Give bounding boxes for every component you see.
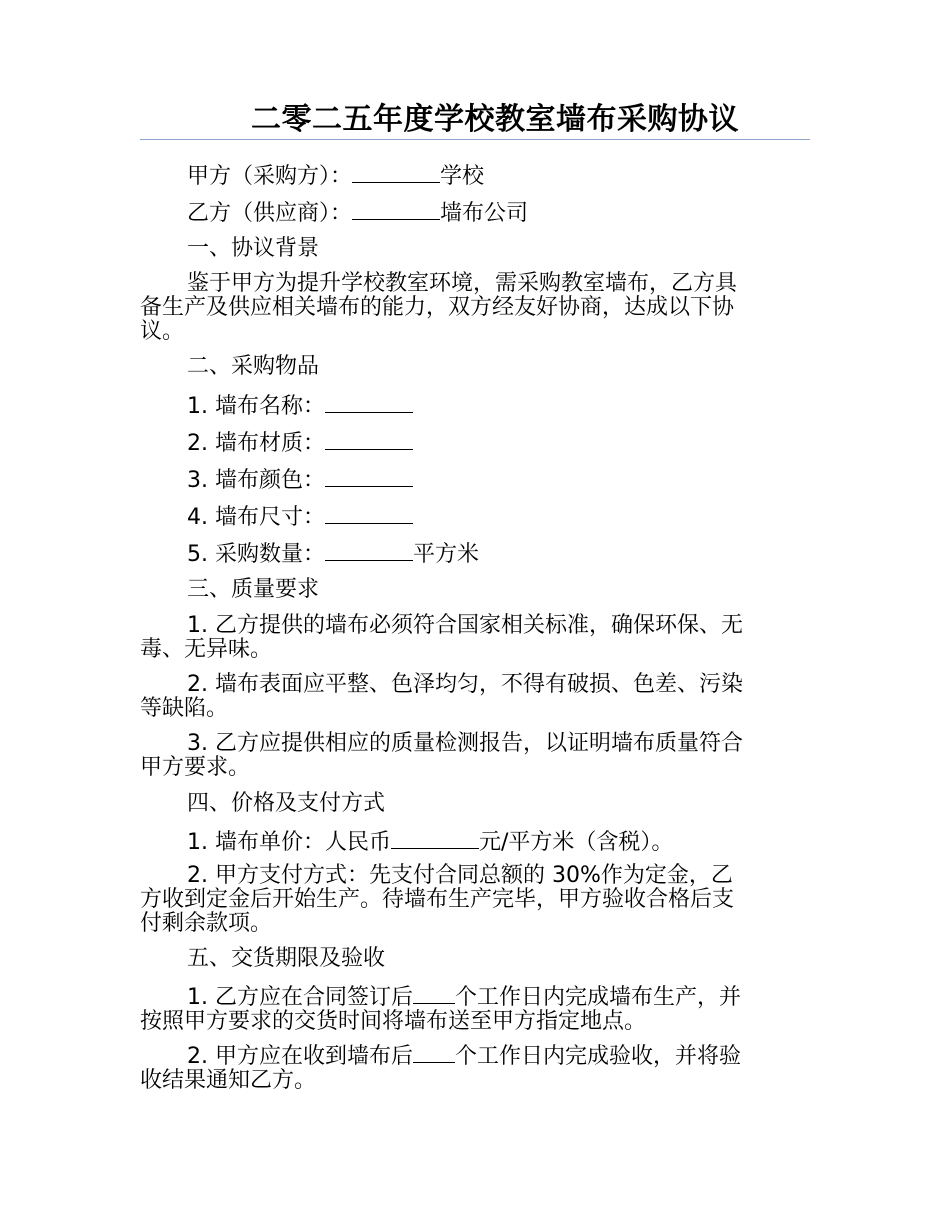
party-b-label: 乙方（供应商）： [187, 201, 353, 226]
item-blank [325, 392, 413, 413]
item-line [140, 503, 810, 531]
price-line [140, 828, 810, 856]
party-a-blank [352, 162, 440, 183]
paragraph-line: 甲方要求。 [140, 755, 251, 780]
section-1-paragraph [140, 272, 810, 344]
party-a-line [140, 162, 810, 190]
section-5-paragraph-1 [140, 983, 810, 1034]
paragraph-line: 等缺陷。 [140, 696, 229, 721]
item-line [140, 392, 810, 420]
paragraph-line: 2. 甲方支付方式：先支付合同总额的 30%作为定金，乙 [187, 863, 733, 888]
item-suffix: 平方米 [412, 542, 479, 567]
paragraph-line: 按照甲方要求的交货时间将墙布送至甲方指定地点。 [140, 1009, 647, 1034]
paragraph-line: 3. 乙方应提供相应的质量检测报告，以证明墙布质量符合 [187, 731, 743, 756]
party-b-line [140, 199, 810, 227]
price-blank [391, 828, 479, 849]
paragraph-line: 鉴于甲方为提升学校教室环境，需采购教室墙布，乙方具 [187, 271, 738, 296]
item-label: 3. 墙布颜色： [187, 468, 325, 493]
party-a-label: 甲方（采购方）： [187, 164, 353, 189]
party-b-suffix: 墙布公司 [440, 201, 529, 226]
delivery-text-b: 个工作日内完成墙布生产，并 [454, 985, 741, 1010]
item-blank [325, 429, 413, 450]
price-label: 1. 墙布单价：人民币 [187, 830, 391, 855]
acceptance-text-b: 个工作日内完成验收，并将验 [454, 1044, 741, 1069]
section-5-heading: 五、交货期限及验收 [187, 946, 386, 971]
item-line [140, 429, 810, 457]
delivery-days-blank [413, 983, 455, 1004]
section-5-paragraph-2 [140, 1042, 810, 1093]
section-3-paragraph-2 [140, 673, 810, 721]
item-line [140, 466, 810, 494]
paragraph-line [140, 983, 810, 1010]
paragraph-line: 议。 [140, 319, 185, 344]
section-2-heading: 二、采购物品 [187, 354, 320, 379]
section-4-paragraph-2 [140, 864, 810, 936]
item-blank [325, 466, 413, 487]
party-a-suffix: 学校 [440, 164, 485, 189]
paragraph-line: 2. 墙布表面应平整、色泽均匀，不得有破损、色差、污染 [187, 672, 743, 697]
item-line [140, 540, 810, 568]
paragraph-line: 收结果通知乙方。 [140, 1068, 317, 1093]
item-blank [325, 540, 413, 561]
item-label: 4. 墙布尺寸： [187, 505, 325, 530]
item-label: 1. 墙布名称： [187, 394, 325, 419]
acceptance-text-a: 2. 甲方应在收到墙布后 [187, 1044, 413, 1069]
section-3-paragraph-3 [140, 732, 810, 780]
paragraph-line [140, 1042, 810, 1069]
paragraph-line: 付剩余款项。 [140, 911, 273, 936]
item-label: 5. 采购数量： [187, 542, 325, 567]
paragraph-line: 方收到定金后开始生产。待墙布生产完毕，甲方验收合格后支 [140, 887, 735, 912]
acceptance-days-blank [413, 1042, 455, 1063]
section-3-paragraph-1 [140, 614, 810, 662]
paragraph-line: 1. 乙方提供的墙布必须符合国家相关标准，确保环保、无 [187, 613, 743, 638]
section-1-heading: 一、协议背景 [187, 236, 320, 261]
document-title: 二零二五年度学校教室墙布采购协议 [251, 102, 739, 137]
price-suffix: 元/平方米（含税）。 [478, 830, 674, 855]
item-label: 2. 墙布材质： [187, 431, 325, 456]
section-3-heading: 三、质量要求 [187, 577, 320, 602]
paragraph-line: 备生产及供应相关墙布的能力，双方经友好协商，达成以下协 [140, 295, 735, 320]
party-b-blank [352, 199, 440, 220]
delivery-text-a: 1. 乙方应在合同签订后 [187, 985, 413, 1010]
section-4-heading: 四、价格及支付方式 [187, 791, 386, 816]
paragraph-line: 毒、无异味。 [140, 637, 273, 662]
item-blank [325, 503, 413, 524]
title-underline [140, 139, 810, 140]
